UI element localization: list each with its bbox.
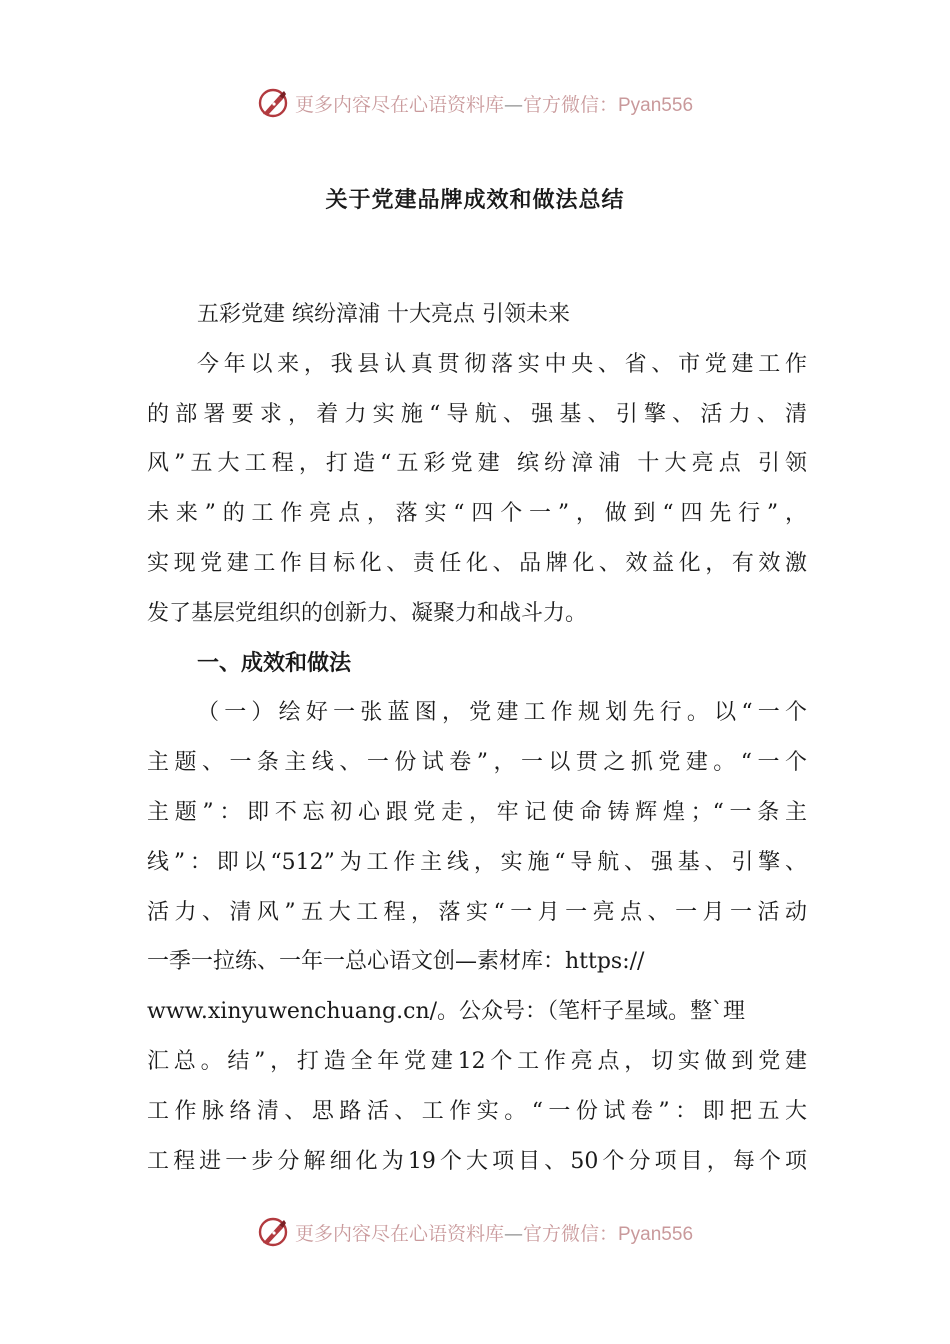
document-body	[147, 290, 807, 1186]
paragraph-line: 未来”的工作亮点，落实“四个一”，做到“四先行”，	[147, 501, 807, 527]
paragraph-line: 一季一拉练、一年一总心语文创—素材库：https://	[147, 949, 645, 975]
paragraph-line: 今年以来，我县认真贯彻落实中央、省、市党建工作	[197, 351, 807, 377]
paragraph-line: （一）绘好一张蓝图，党建工作规划先行。以“一个	[197, 700, 807, 726]
paragraph-line: 线”：即以“512”为工作主线，实施“导航、强基、引擎、	[147, 849, 807, 875]
watermark-header	[0, 80, 950, 126]
subtitle-line: 五彩党建 缤纷漳浦 十大亮点 引领未来	[197, 302, 570, 327]
watermark-text: 更多内容尽在心语资料库	[294, 1222, 504, 1245]
paragraph-line: 实现党建工作目标化、责任化、品牌化、效益化，有效激	[147, 550, 807, 576]
watermark-contact-id: Pyan556	[618, 94, 694, 116]
paragraph-line: 风”五大工程，打造“五彩党建 缤纷漳浦 十大亮点 引领	[147, 451, 807, 477]
section-heading: 一、成效和做法	[197, 649, 352, 676]
paragraph-line: 活力、清风”五大工程，落实“一月一亮点、一月一活动	[147, 899, 807, 925]
paragraph-line: 汇总。结”，打造全年党建12个工作亮点，切实做到党建	[147, 1048, 807, 1074]
pen-nib-circle-icon	[257, 1216, 289, 1248]
paragraph-line: 发了基层党组织的创新力、凝聚力和战斗力。	[147, 600, 588, 626]
watermark-footer	[0, 1209, 950, 1255]
paragraph-line: 主题、一条主线、一份试卷”，一以贯之抓党建。“一个	[147, 750, 807, 776]
paragraph-line: 的部署要求，着力实施“导航、强基、引擎、活力、清	[147, 401, 807, 427]
watermark-text: 更多内容尽在心语资料库	[294, 93, 504, 116]
watermark-contact-label: 官方微信：	[522, 1222, 618, 1245]
watermark-contact-label: 官方微信：	[522, 93, 618, 116]
paragraph-line: www.xinyuwenchuang.cn/。公众号：（笔杆子星域。整`理	[147, 999, 746, 1025]
document-title: 关于党建品牌成效和做法总结	[325, 187, 625, 213]
watermark-dash: —	[503, 93, 523, 116]
paragraph-line: 工作脉络清、思路活、工作实。“一份试卷”：即把五大	[147, 1098, 807, 1124]
pen-nib-circle-icon	[257, 87, 289, 119]
paragraph-line: 主题”：即不忘初心跟党走，牢记使命铸辉煌；“一条主	[147, 799, 807, 825]
watermark-dash: —	[503, 1222, 523, 1245]
watermark-contact-id: Pyan556	[618, 1223, 694, 1245]
paragraph-line: 工程进一步分解细化为19个大项目、50个分项目，每个项	[147, 1148, 807, 1174]
